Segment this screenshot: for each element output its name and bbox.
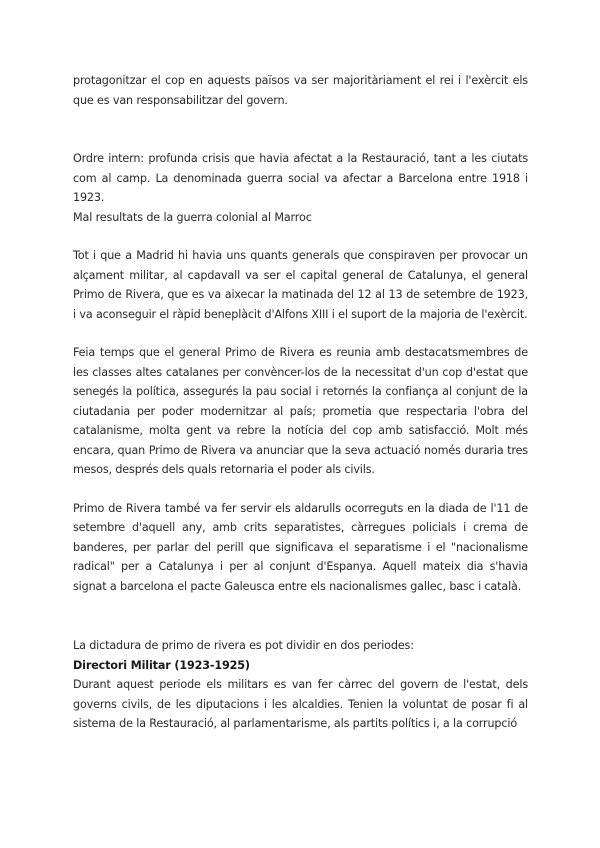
paragraph-catalan-elites: Feia temps que el general Primo de Rivera es reunia amb destacatsmembres de les classes altes catalanes per convèncer-los de la necessitat d'un cop d'estat que senegés la política, assegurés la pau social i retornés la confiança al conjunt de la ciutadania per poder modernitzar al país; prometia que respectaria l'obra del catalanisme, molta gent va rebre la notícia del cop amb satisfacció. Molt més encara, quan Primo de Rivera va anunciar que la seva actuació només duraria tres mesos, després dels quals retornaria el poder als civils. xyxy=(73,346,528,476)
paragraph-diada-separatism: Primo de Rivera també va fer servir els aldarulls ocorreguts en la diada de l'11 de setembre d'aquell any, amb crits separatistes, càrregues policials i crema de banderes, per parlar del perill que significava el separatisme i el "nacionalisme radical" per a Catalunya i per al conjunt d'Espanya. Aquell mateix dia s'havia signat a barcelona el pacte Galeusca entre els nacionalismes gallec, basc i català. xyxy=(73,501,528,593)
paragraph-internal-order: Ordre intern: profunda crisis que havia afectat a la Restauració, tant a les ciutats com al camp. La denominada guerra social va afectar a Barcelona entre 1918 i 1923. xyxy=(73,152,528,204)
paragraph-intro-continuation: protagonitzar el cop en aquests països va ser majoritàriament el rei i l'exèrcit els que es van responsabilitzar del govern. xyxy=(73,74,528,107)
paragraph-coup-primo-rivera: Tot i que a Madrid hi havia uns quants generals que conspiraven per provocar un alçament militar, al capdavall va ser el capital general de Catalunya, el general Primo de Rivera, que es va aixecar la matinada del 12 al 13 de setembre de 1923, i va aconseguir el ràpid beneplàcit d'Alfons XIII i el suport de la majoria de l'exèrcit. xyxy=(73,249,528,321)
paragraph-directori-militar: Durant aquest periode els militars es van fer càrrec del govern de l'estat, dels governs civils, de les diputacions i les alcaldies. Tenien la voluntat de posar fi al sistema de la Restauració, al parlamentarisme, als partits polítics i, a la corrupció xyxy=(73,678,528,730)
document-body xyxy=(73,71,528,734)
paragraph-dictatorship-periods: La dictadura de primo de rivera es pot dividir en dos periodes: xyxy=(73,639,414,652)
section-heading-directori-militar: Directori Militar (1923-1925) xyxy=(73,658,250,672)
paragraph-morocco-war: Mal resultats de la guerra colonial al Marroc xyxy=(73,210,312,224)
